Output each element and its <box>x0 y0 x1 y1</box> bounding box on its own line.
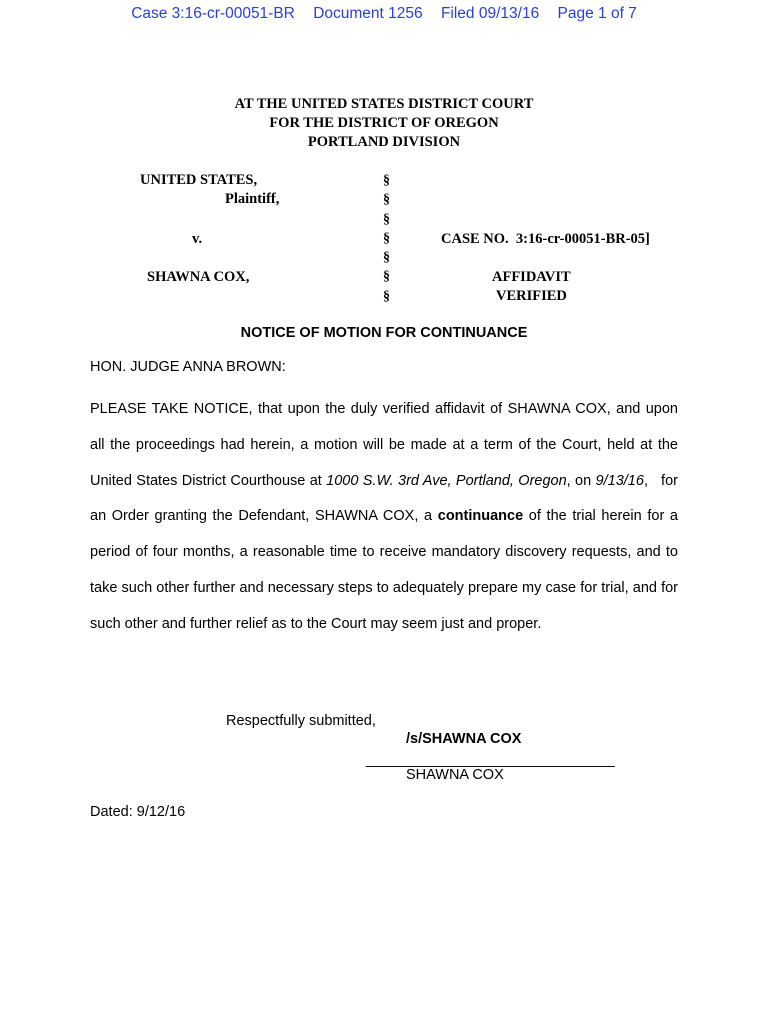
signer-name: SHAWNA COX <box>406 767 504 783</box>
court-line-2: FOR THE DISTRICT OF OREGON <box>269 115 499 131</box>
motion-body-paragraph <box>90 392 682 643</box>
case-number-stamp: Case 3:16-cr-00051-BR <box>131 5 295 22</box>
body-text-part: , for an Order granting the Defendant, SHAWNA COX, a <box>90 472 682 525</box>
dated-line: Dated: 9/12/16 <box>90 804 186 820</box>
signature-line: ________________________________ <box>366 752 615 768</box>
continuance-emphasis: continuance <box>437 508 524 525</box>
section-mark: § <box>383 173 390 188</box>
closing-phrase: Respectfully submitted, <box>226 713 376 729</box>
plaintiff-label: Plaintiff, <box>225 191 280 207</box>
document-title: NOTICE OF MOTION FOR CONTINUANCE <box>240 325 528 341</box>
electronic-signature: /s/SHAWNA COX <box>406 731 522 747</box>
court-line-3: PORTLAND DIVISION <box>307 134 461 150</box>
body-text-part: of the trial herein for a period of four months, a reasonable time to receive mandatory discovery requests, and to take such other further and necessary steps to adequately prepare my case for trial, and for such other and further relief as to the Court may seem just and proper. <box>90 508 678 632</box>
versus-label: v. <box>192 231 203 247</box>
section-mark: § <box>383 231 390 246</box>
body-text-part: PLEASE TAKE NOTICE, that upon the duly verified affidavit of SHAWNA COX, and upon all the proceedings had herein, a motion will be made at a term of the Court, held at the United States District Courthouse at <box>90 401 678 489</box>
body-text-part: , on <box>566 472 596 489</box>
page-number-stamp: Page 1 of 7 <box>557 5 637 22</box>
case-number: CASE NO. 3:16-cr-00051-BR-05] <box>441 231 650 247</box>
section-mark: § <box>383 289 390 304</box>
section-mark: § <box>383 250 390 265</box>
defendant-name: SHAWNA COX, <box>147 269 250 285</box>
court-line-1: AT THE UNITED STATES DISTRICT COURT <box>234 96 534 112</box>
courthouse-address: 1000 S.W. 3rd Ave, Portland, Oregon <box>326 472 567 489</box>
court-heading <box>0 95 768 152</box>
filed-date-stamp: Filed 09/13/16 <box>440 5 540 22</box>
document-number-stamp: Document 1256 <box>313 5 423 22</box>
section-mark: § <box>383 192 390 207</box>
section-mark: § <box>383 269 390 284</box>
filing-header <box>0 5 768 23</box>
salutation: HON. JUDGE ANNA BROWN: <box>90 359 286 375</box>
section-mark: § <box>383 212 390 227</box>
hearing-date: 9/13/16 <box>595 472 644 489</box>
plaintiff-name: UNITED STATES, <box>140 172 258 188</box>
document-type-verified: VERIFIED <box>496 288 567 304</box>
document-type-affidavit: AFFIDAVIT <box>492 269 571 285</box>
